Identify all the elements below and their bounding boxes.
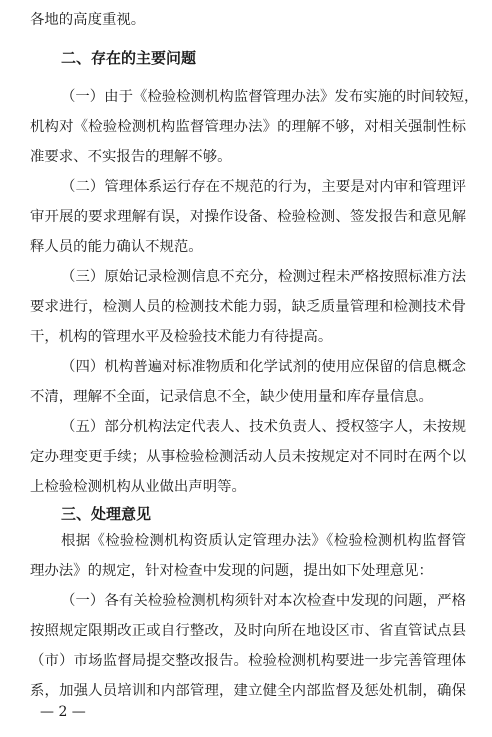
paragraph-line: （一）由于《检验检测机构监督管理办法》发布实施的时间较短，	[61, 89, 479, 105]
paragraph-line: 系，加强人员培训和内部管理，建立健全内部监督及惩处机制，确保	[30, 683, 466, 699]
paragraph-line: （三）原始记录检测信息不充分，检测过程未严格按照标准方法	[61, 269, 466, 285]
paragraph-line: （四）机构普遍对标准物质和化学试剂的使用应保留的信息概念	[61, 359, 466, 375]
paragraph-line: 释人员的能力确认不规范。	[30, 239, 203, 255]
paragraph-line: 上检验检测机构从业做出声明等。	[30, 479, 246, 495]
page-number: — 2 —	[40, 704, 86, 720]
section-heading-problems: 二、存在的主要问题	[61, 49, 197, 67]
paragraph-line: 按照规定限期改正或自行整改，及时向所在地设区市、省直管试点县	[30, 623, 466, 639]
paragraph-line: 机构对《检验检测机构监督管理办法》的理解不够，对相关强制性标	[30, 119, 466, 135]
paragraph-line: 不清，理解不全面，记录信息不全，缺少使用量和库存量信息。	[30, 389, 433, 405]
paragraph-line: 审开展的要求理解有误，对操作设备、检验检测、签发报告和意见解	[30, 209, 466, 225]
paragraph-line: 根据《检验检测机构资质认定管理办法》《检验检测机构监督管	[61, 533, 466, 549]
paragraph-line: 理办法》的规定，针对检查中发现的问题，提出如下处理意见：	[30, 563, 433, 579]
paragraph-line: 定办理变更手续；从事检验检测活动人员未按规定对不同时在两个以	[30, 449, 466, 465]
paragraph-line: （五）部分机构法定代表人、技术负责人、授权签字人，未按规	[61, 419, 466, 435]
section-heading-handling: 三、处理意见	[61, 505, 152, 523]
paragraph-line: 准要求、不实报告的理解不够。	[30, 149, 232, 165]
paragraph-line: （市）市场监督局提交整改报告。检验检测机构要进一步完善管理体	[30, 653, 466, 669]
paragraph-line: 要求进行，检测人员的检测技术能力弱，缺乏质量管理和检测技术骨	[30, 299, 466, 315]
text-line: 各地的高度重视。	[30, 12, 146, 28]
paragraph-line: 干，机构的管理水平及检验技术能力有待提高。	[30, 329, 333, 345]
paragraph-line: （二）管理体系运行存在不规范的行为，主要是对内审和管理评	[61, 179, 466, 195]
paragraph-line: （一）各有关检验检测机构须针对本次检查中发现的问题，严格	[61, 593, 466, 609]
